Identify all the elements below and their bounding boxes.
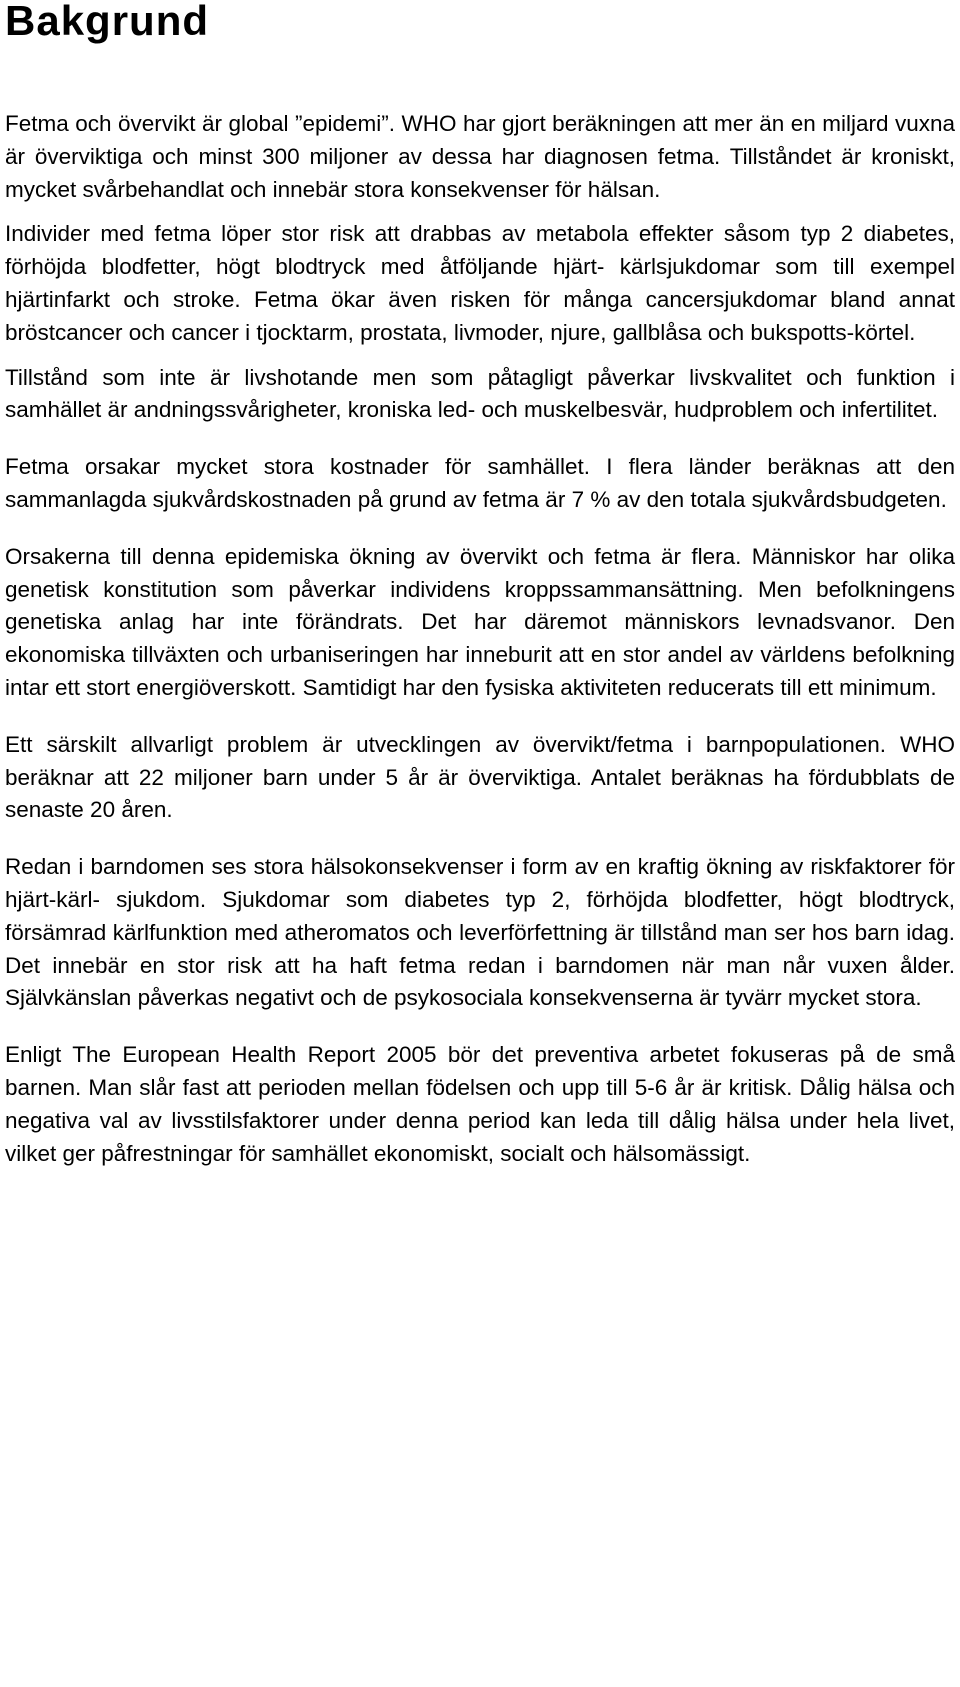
paragraph-quality-of-life: Tillstånd som inte är livshotande men som påtagligt påverkar livskvalitet och funktion i samhället är andningssvårigheter, kroniska led- och muskelbesvär, hudproblem och infertilitet. xyxy=(5,364,955,423)
paragraph-european-health-report: Enligt The European Health Report 2005 bör det preventiva arbetet fokuseras på de små barnen. Man slår fast att perioden mellan födelsen och upp till 5-6 år är kritisk. Dålig hälsa och negativa val av livsstilsfaktorer under denna period kan leda till dålig hälsa under hela livet, vilket ger påfrestningar för samhället ekonomiskt, socialt och hälsomässigt. xyxy=(5,1042,955,1166)
document-page xyxy=(5,0,955,1170)
paragraph-metabolic-effects: Individer med fetma löper stor risk att drabbas av metabola effekter såsom typ 2 diabetes, förhöjda blodfetter, högt blodtryck med åtföljande hjärt- kärlsjukdomar som till exempel hjärtinfarkt och stroke. Fetma ökar även risken för många cancersjukdomar bland annat bröstcancer och cancer i tjocktarm, prostata, livmoder, njure, gallblåsa och bukspotts-körtel. xyxy=(5,221,955,345)
paragraph-childhood-consequences: Redan i barndomen ses stora hälsokonsekvenser i form av en kraftig ökning av riskfaktorer för hjärt-kärl- sjukdom. Sjukdomar som diabetes typ 2, förhöjda blodfetter, högt blodtryck, försämrad kärlfunktion med atheromatos och leverförfettning är tillstånd man ser hos barn idag. Det innebär en stor risk att ha haft fetma redan i barndomen när man når vuxen ålder. Självkänslan påverkas negativt och de psykosociala konsekvenserna är tyvärr mycket stora. xyxy=(5,854,955,1011)
paragraph-children: Ett särskilt allvarligt problem är utvecklingen av övervikt/fetma i barnpopulationen. WHO beräknar att 22 miljoner barn under 5 år är överviktiga. Antalet beräknas ha fördubblats de senaste 20 åren. xyxy=(5,731,955,823)
paragraph-costs: Fetma orsakar mycket stora kostnader för samhället. I flera länder beräknas att den sammanlagda sjukvårdskostnaden på grund av fetma är 7 % av den totala sjukvårdsbudgeten. xyxy=(5,454,955,512)
paragraph-causes: Orsakerna till denna epidemiska ökning av övervikt och fetma är flera. Människor har olika genetisk konstitution som påverkar individens kroppssammansättning. Men befolkningens genetiska anlag har inte förändrats. Det har däremot människors levnadsvanor. Den ekonomiska tillväxten och urbaniseringen har inneburit att en stor andel av världens befolkning intar ett stort energiöverskott. Samtidigt har den fysiska aktiviteten reducerats till ett minimum. xyxy=(5,543,955,700)
page-title: Bakgrund xyxy=(5,0,210,44)
paragraph-global-epidemic: Fetma och övervikt är global ”epidemi”. WHO har gjort beräkningen att mer än en miljard vuxna är överviktiga och minst 300 miljoner av dessa har diagnosen fetma. Tillståndet är kroniskt, mycket svårbehandlat och innebär stora konsekvenser för hälsan. xyxy=(5,111,955,202)
